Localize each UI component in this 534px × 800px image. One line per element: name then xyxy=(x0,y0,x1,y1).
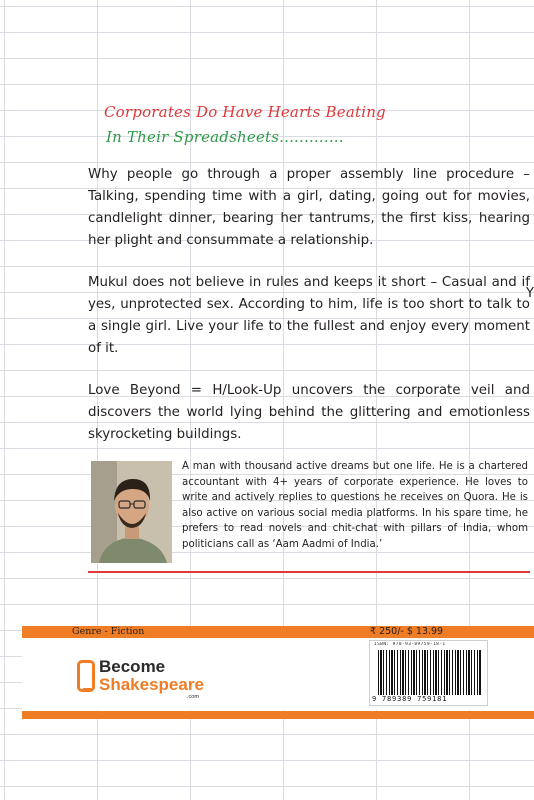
author-photo xyxy=(91,461,172,563)
author-portrait-icon xyxy=(91,461,172,563)
bottom-orange-bar xyxy=(22,711,534,719)
isbn-digits: 9 789389 759181 xyxy=(372,695,448,703)
tagline-line-1: Corporates Do Have Hearts Beating xyxy=(104,103,386,121)
blurb-paragraph-2: Mukul does not believe in rules and keeps it short – Casual and if yes, unprotected sex. According to him, life is too short to talk to a single girl. Live your life to the fullest and enjoy every moment of it. xyxy=(88,275,530,356)
edge-glyph: Y xyxy=(526,286,534,301)
logo-word-become: Become xyxy=(99,657,166,676)
tagline xyxy=(104,100,484,150)
barcode-bars-icon xyxy=(378,650,482,695)
tagline-line-2: In Their Spreadsheets............. xyxy=(106,128,344,146)
genre-label: Genre - Fiction xyxy=(72,626,145,637)
book-blurb xyxy=(88,164,530,466)
book-shape-icon xyxy=(77,660,95,692)
author-section xyxy=(88,457,530,567)
divider-rule xyxy=(88,571,530,573)
logo-suffix: .com xyxy=(187,694,199,700)
isbn-label: ISBN: 978-93-89759-18-1 xyxy=(374,642,446,647)
author-bio: A man with thousand active dreams but one life. He is a chartered accountant with 4+ years of corporate experience. He loves to write and actively replies to questions he receives on Quora. He is also active on various social media platforms. In his spare time, he prefers to read novels and chit-chat with pillars of India, whom politicians call as ‘Aam Aadmi of India.’ xyxy=(182,461,528,550)
blurb-paragraph-3: Love Beyond = H/Look-Up uncovers the corporate veil and discovers the world lying behind the glittering and emotionless skyrocketing buildings. xyxy=(88,383,530,442)
blurb-paragraph-1: Why people go through a proper assembly line procedure – Talking, spending time with a girl, dating, going out for movies, candlelight dinner, bearing her tantrums, the first kiss, hearing her plight and consummate a relationship. xyxy=(88,167,530,248)
isbn-barcode xyxy=(369,640,488,706)
price-label: ₹ 250/- $ 13.99 xyxy=(370,626,444,637)
logo-word-shakespeare: Shakespeare xyxy=(99,675,204,694)
